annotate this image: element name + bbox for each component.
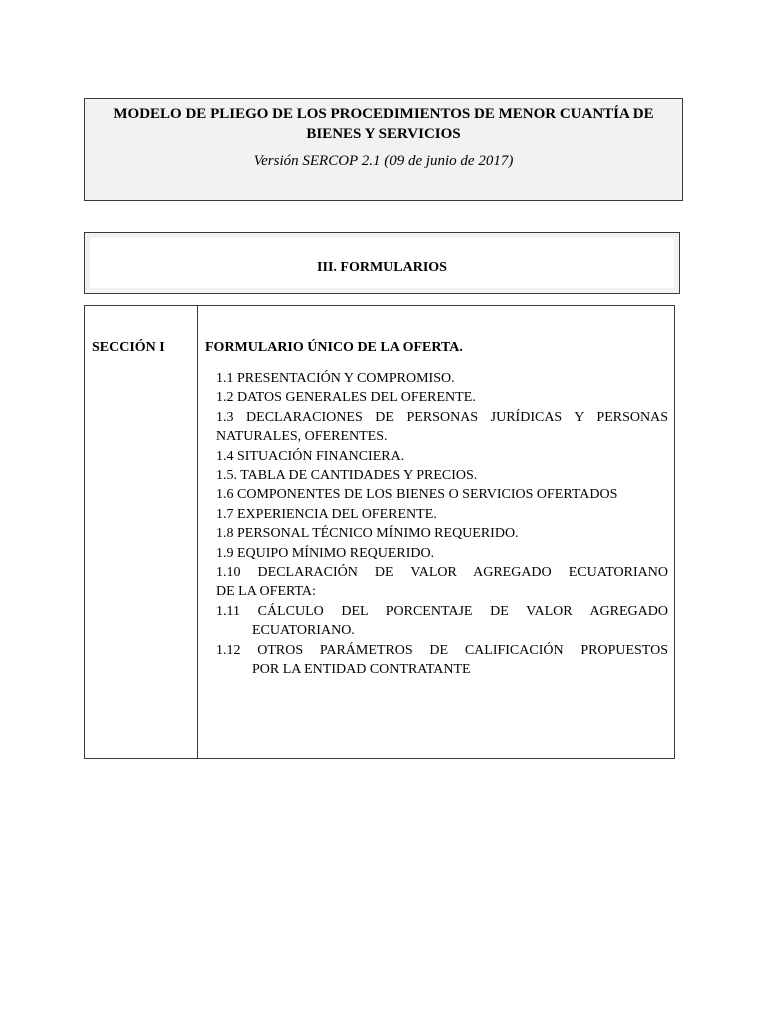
list-item: 1.4 SITUACIÓN FINANCIERA. — [216, 448, 405, 464]
list-item: 1.1 PRESENTACIÓN Y COMPROMISO. — [216, 371, 455, 386]
list-item — [216, 602, 668, 641]
list-item-line: 1.3 DECLARACIONES DE PERSONAS JURÍDICAS Y PERSONAS — [216, 409, 668, 425]
list-item: 1.5. TABLA DE CANTIDADES Y PRECIOS. — [216, 468, 478, 484]
list-item-line: 1.10 DECLARACIÓN DE VALOR AGREGADO ECUATORIANO — [216, 565, 668, 581]
section-heading-box — [84, 232, 680, 294]
document-title-line-1: MODELO DE PLIEGO DE LOS PROCEDIMIENTOS DE MENOR CUANTÍA DE — [113, 106, 654, 122]
section-heading: III. FORMULARIOS — [317, 260, 447, 275]
section-label: SECCIÓN I — [92, 340, 165, 355]
list-item — [216, 641, 668, 680]
list-item — [216, 408, 668, 447]
list-item: 1.7 EXPERIENCIA DEL OFERENTE. — [216, 506, 437, 522]
section-heading-panel — [90, 238, 674, 288]
list-item-number: 1.12 — [216, 642, 241, 658]
list-item: 1.2 DATOS GENERALES DEL OFERENTE. — [216, 390, 476, 406]
list-item: 1.8 PERSONAL TÉCNICO MÍNIMO REQUERIDO. — [216, 526, 519, 542]
list-item-line: ECUATORIANO. — [252, 623, 355, 639]
list-item-line: DE LA OFERTA: — [216, 584, 316, 600]
document-header — [84, 98, 683, 201]
column-divider — [197, 306, 198, 758]
document-title — [85, 104, 682, 144]
form-title: FORMULARIO ÚNICO DE LA OFERTA. — [205, 340, 463, 355]
section-table — [84, 305, 675, 759]
list-item — [216, 563, 668, 602]
list-item-text: OTROS PARÁMETROS DE CALIFICACIÓN PROPUESTOS — [257, 642, 668, 658]
list-item-line — [216, 602, 668, 621]
list-item: 1.9 EQUIPO MÍNIMO REQUERIDO. — [216, 545, 435, 561]
list-item-line — [216, 641, 668, 660]
list-item-number: 1.11 — [216, 603, 240, 619]
form-item-list — [216, 369, 668, 680]
list-item-line: POR LA ENTIDAD CONTRATANTE — [252, 662, 471, 678]
list-item: 1.6 COMPONENTES DE LOS BIENES O SERVICIOS OFERTADOS — [216, 487, 618, 503]
list-item-text: CÁLCULO DEL PORCENTAJE DE VALOR AGREGADO — [257, 603, 668, 619]
document-title-line-2: BIENES Y SERVICIOS — [306, 126, 461, 142]
list-item-line: NATURALES, OFERENTES. — [216, 429, 388, 445]
document-version: Versión SERCOP 2.1 (09 de junio de 2017) — [253, 153, 514, 169]
